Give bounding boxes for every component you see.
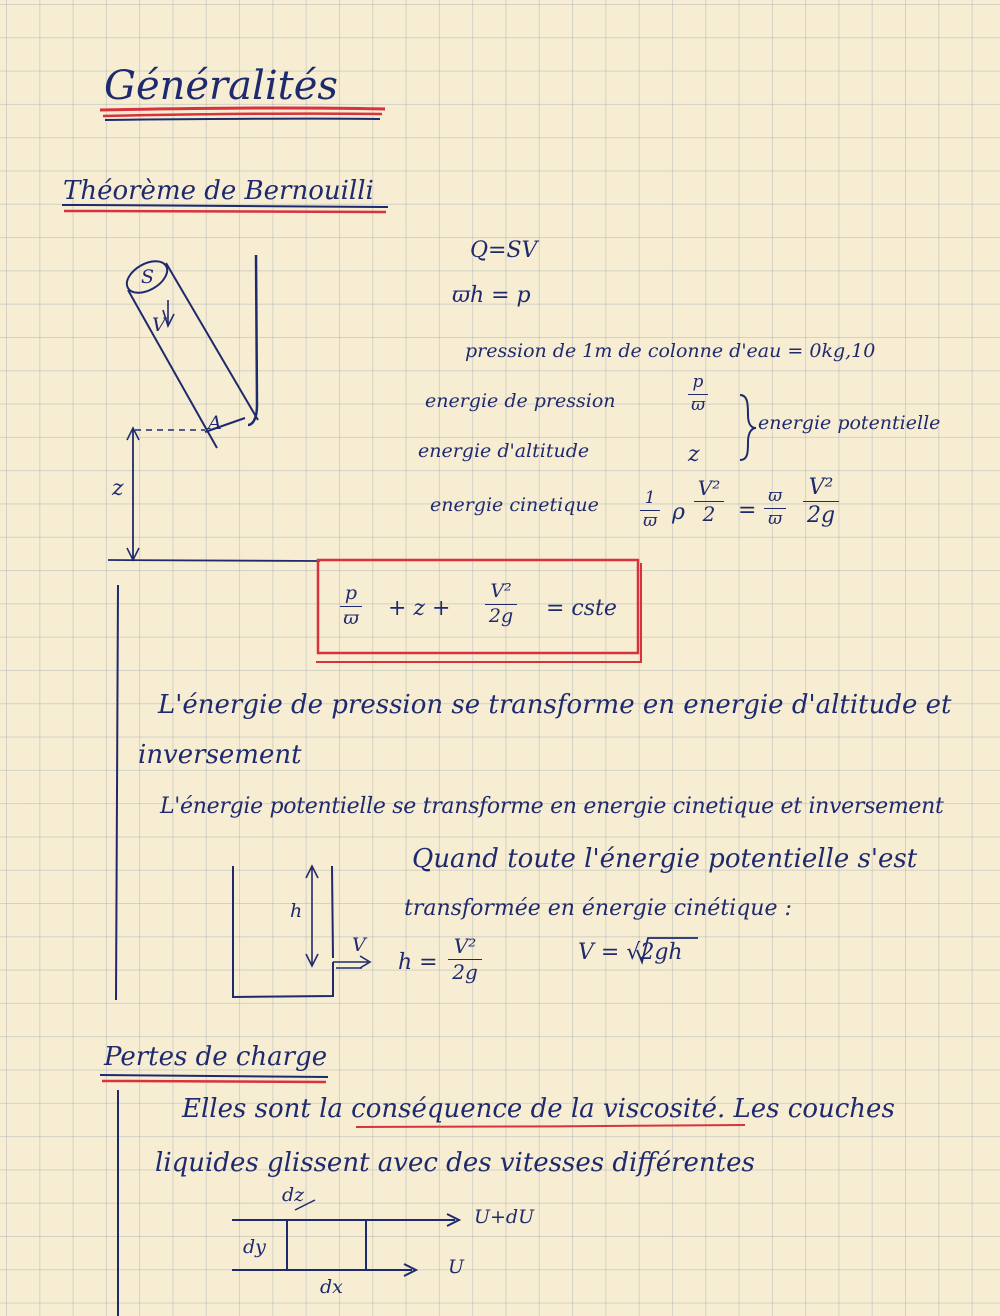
altitude-label: z <box>112 476 124 501</box>
kinetic-v2-fraction <box>694 478 724 525</box>
pertes-text-line-2: liquides glissent avec des vitesses différentes <box>155 1148 755 1178</box>
margin-line-bernoulli <box>116 585 118 1000</box>
altitude-energy-symbol: z <box>688 442 700 467</box>
kinetic-w-den: ϖ <box>768 508 782 529</box>
text-line-4: Quand toute l'énergie potentielle s'est <box>412 844 918 874</box>
fraction-bar <box>803 501 839 502</box>
viscosity-underline <box>356 1125 745 1127</box>
column-pressure-text: pression de 1m de colonne d'eau = 0kg,10 <box>465 340 876 362</box>
layers-dz-label: dz <box>282 1184 305 1206</box>
kinetic-equals: = <box>738 498 757 523</box>
kinetic-w-num: ϖ <box>768 486 782 506</box>
layers-dy-label: dy <box>243 1236 266 1258</box>
kinetic-final-fraction <box>803 476 839 527</box>
kinetic-mid-symbol: ρ <box>672 500 685 525</box>
layers-dx-label: dx <box>320 1276 343 1298</box>
kinetic-energy-label: energie cinetique <box>430 494 599 516</box>
h-equation-num: V² <box>453 934 477 958</box>
layers-diagram <box>232 1200 459 1276</box>
pertes-heading-underline <box>100 1075 328 1082</box>
pressure-energy-num: p <box>692 372 704 392</box>
pipe-point-label: A <box>208 412 222 434</box>
v-equation: V = √2gh <box>578 940 683 965</box>
brace <box>740 395 756 460</box>
pertes-text-viscosity: la conséquence de la viscosité <box>319 1094 717 1124</box>
formula-pressure: ϖh = p <box>452 283 531 308</box>
h-equation-lhs: h = <box>398 950 438 975</box>
tank-velocity-label: V <box>352 934 366 956</box>
text-line-3: L'énergie potentielle se transforme en energie cinetique et inversement <box>160 794 944 819</box>
layers-u-bottom-label: U <box>448 1256 465 1278</box>
kinetic-final-num: V² <box>808 475 834 500</box>
pertes-heading: Pertes de charge <box>104 1042 328 1072</box>
formula-flow: Q=SV <box>470 238 538 263</box>
h-equation-fraction <box>448 936 482 983</box>
pressure-energy-fraction <box>688 374 708 415</box>
page-title: Généralités <box>104 63 338 109</box>
bernoulli-heading: Théorème de Bernouilli <box>63 176 374 206</box>
kinetic-w-fraction <box>764 488 786 529</box>
kinetic-v2-num: V² <box>697 476 721 500</box>
h-equation-den: 2g <box>452 960 478 984</box>
tank-diagram <box>233 866 370 997</box>
boxed-p-fraction <box>340 584 362 629</box>
boxed-v-fraction <box>485 582 517 627</box>
kinetic-final-den: 2g <box>806 503 836 529</box>
boxed-v-num: V² <box>490 580 512 602</box>
pipe-velocity-label: V <box>152 314 166 336</box>
title-underline <box>100 108 385 120</box>
kinetic-coef-num: 1 <box>644 488 656 508</box>
pipe-diagram <box>108 255 320 561</box>
pressure-energy-label: energie de pression <box>425 390 616 412</box>
boxed-v-den: 2g <box>488 604 514 627</box>
boxed-rhs: = cste <box>546 596 617 621</box>
text-line-1: L'énergie de pression se transforme en energie d'altitude et <box>158 690 952 720</box>
kinetic-v2-den: 2 <box>702 502 716 526</box>
tank-height-label: h <box>290 900 303 922</box>
pertes-text-line-1 <box>182 1096 895 1122</box>
boxed-p-den: ϖ <box>343 606 359 629</box>
potential-energy-label: energie potentielle <box>758 412 941 434</box>
boxed-plus-z: + z + <box>388 596 451 621</box>
kinetic-coef-fraction <box>640 490 660 531</box>
pressure-energy-den: ϖ <box>691 394 705 415</box>
text-line-2: inversement <box>138 740 302 770</box>
kinetic-coef-den: ϖ <box>643 510 657 531</box>
layers-u-top-label: U+dU <box>474 1206 535 1228</box>
pertes-text-part-c: . Les couches <box>717 1094 895 1124</box>
boxed-p-num: p <box>344 582 358 604</box>
pertes-text-part-a: Elles sont <box>182 1094 320 1124</box>
pipe-section-label: S <box>141 266 155 288</box>
altitude-energy-label: energie d'altitude <box>418 440 590 462</box>
bernoulli-heading-underline <box>62 205 388 212</box>
text-line-5: transformée en énergie cinétique : <box>404 896 792 921</box>
